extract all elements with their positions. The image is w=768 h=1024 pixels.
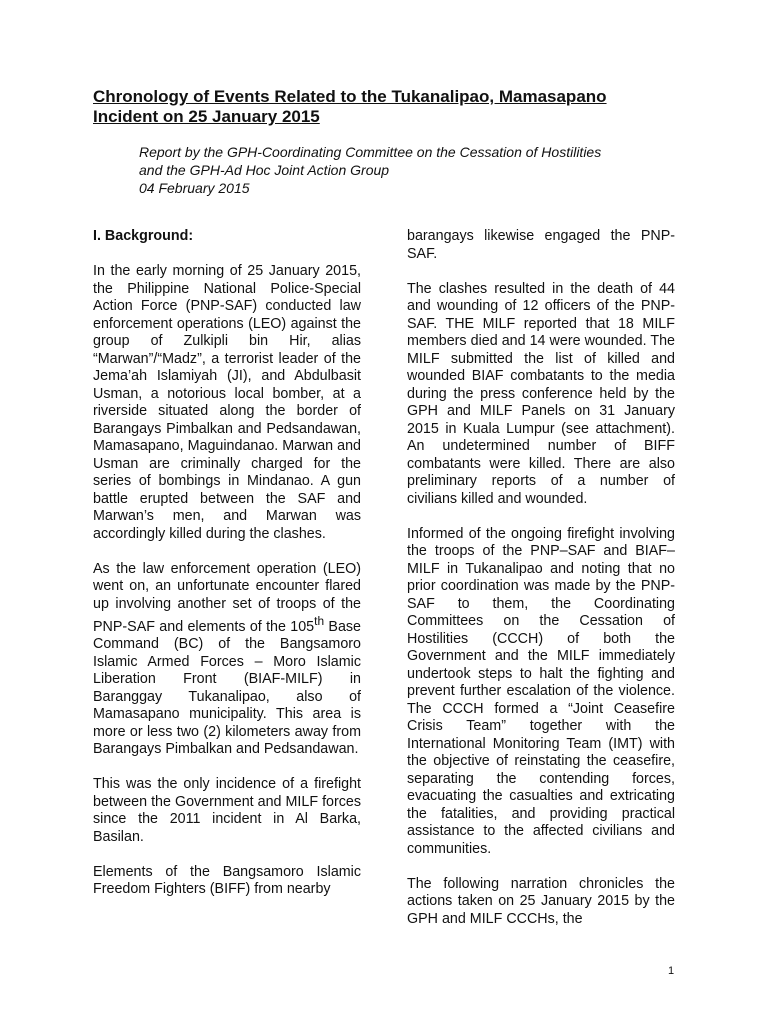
- superscript: th: [314, 614, 325, 628]
- paragraph: Informed of the ongoing firefight involving the troops of the PNP–SAF and BIAF–MILF in Tukanalipao and noting that no prior coordination was made by the PNP-SAF to them, the Coordinating Committees on the Cessation of Hostilities (CCCH) of both the Government and the MILF immediately undertook steps to halt the fighting and prevent further escalation of the violence. The CCCH formed a “Joint Ceasefire Crisis Team” together with the International Monitoring Team (IMT) with the objective of reinstating the ceasefire, separating the contending forces, evacuating the casualties and extricating the fatalities, and providing practical assistance to the affected civilians and communities.: [407, 525, 675, 857]
- right-column: [407, 228, 675, 946]
- paragraph: The clashes resulted in the death of 44 and wounding of 12 officers of the PNP-SAF. THE MILF reported that 18 MILF members died and 14 were wounded. The MILF submitted the list of killed and wounded BIAF combatants to the media during the press conference held by the GPH and MILF Panels on 31 January 2015 in Kuala Lumpur (see attachment). An undetermined number of BIFF combatants were killed. There are also preliminary reports of a number of civilians killed and wounded.: [407, 280, 675, 507]
- paragraph: barangays likewise engaged the PNP-SAF.: [407, 228, 675, 262]
- section-heading: I. Background:: [93, 228, 194, 244]
- paragraph: The following narration chronicles the actions taken on 25 January 2015 by the GPH and MILF CCCHs, the: [407, 875, 675, 927]
- page-number: 1: [668, 965, 675, 977]
- paragraph: In the early morning of 25 January 2015, the Philippine National Police-Special Action Force (PNP-SAF) conducted law enforcement operations (LEO) against the group of Zulkipli bin Hir, alias “Marwan”/“Madz”, a terrorist leader of the Jema’ah Islamiyah (JI), and Abdulbasit Usman, a notorious local bomber, at a riverside situated along the border of Barangays Pimbalkan and Pedsandawan, Mamasapano, Maguindanao. Marwan and Usman are criminally charged for the series of bombings in Mindanao. A gun battle erupted between the SAF and Marwan’s men, and Marwan was accordingly killed during the clashes.: [93, 263, 361, 542]
- subtitle-line-1: Report by the GPH-Coordinating Committee on the Cessation of Hostilities: [139, 144, 602, 160]
- paragraph-text: As the law enforcement operation (LEO) went on, an unfortunate encounter flared up involving another set of troops of the PNP-SAF and elements of the 105: [93, 560, 361, 635]
- report-date: 04 February 2015: [139, 180, 250, 196]
- subtitle-line-2: and the GPH-Ad Hoc Joint Action Group: [139, 162, 390, 178]
- report-subtitle: [139, 143, 679, 197]
- left-column: [93, 228, 361, 916]
- document-title: Chronology of Events Related to the Tukanalipao, Mamasapano Incident on 25 January 2015: [93, 87, 607, 126]
- paragraph: [93, 561, 361, 759]
- paragraph: This was the only incidence of a firefight between the Government and MILF forces since the 2011 incident in Al Barka, Basilan.: [93, 776, 361, 845]
- paragraph-text: Base Command (BC) of the Bangsamoro Islamic Armed Forces – Moro Islamic Liberation Front (BIAF-MILF) in Baranggay Tukanalipao, also of Mamasapano municipality. This area is more or less two (2) kilometers away from Barangays Pimbalkan and Pedsandawan.: [93, 618, 361, 758]
- paragraph: Elements of the Bangsamoro Islamic Freedom Fighters (BIFF) from nearby: [93, 863, 361, 898]
